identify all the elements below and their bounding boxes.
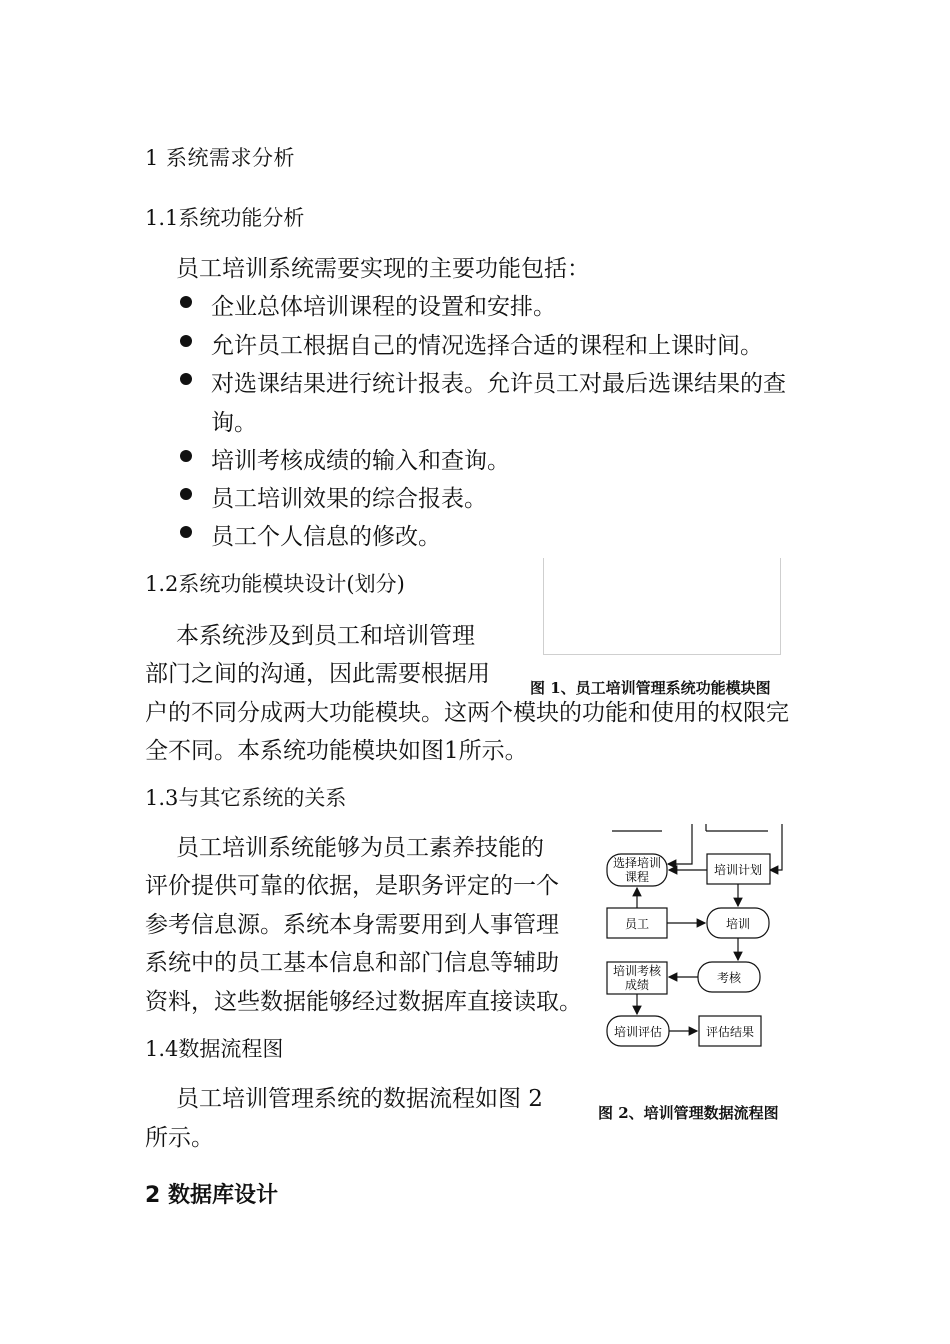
choose-course-label: 选择培训	[612, 856, 662, 870]
section-2-heading: 2 数据库设计	[145, 1183, 278, 1208]
list-item: 员工培训效果的综合报表。	[211, 486, 487, 512]
section-1-1-heading: 1.1系统功能分析	[145, 206, 305, 230]
section-1-4-heading: 1.4数据流程图	[145, 1037, 284, 1061]
choose-course-label: 课程	[624, 870, 650, 884]
section-1-2-line: 部门之间的沟通，因此需要根据用	[145, 661, 490, 687]
training-label: 培训	[725, 917, 751, 931]
evaluation-label: 培训评估	[613, 1025, 663, 1039]
section-1-2-line: 户的不同分成两大功能模块。这两个模块的功能和使用的权限完	[145, 700, 789, 726]
section-1-heading: 1 系统需求分析	[145, 146, 296, 170]
section-1-3-line: 参考信息源。系统本身需要用到人事管理	[145, 912, 559, 938]
section-1-2-line: 本系统涉及到员工和培训管理	[176, 623, 475, 649]
data-flow-diagram	[600, 824, 800, 1054]
figure-2-caption: 图 2、培训管理数据流程图	[598, 1104, 779, 1122]
section-1-1-intro: 员工培训系统需要实现的主要功能包括：	[176, 256, 590, 282]
list-item: 培训考核成绩的输入和查询。	[211, 448, 510, 474]
section-1-3-line: 评价提供可靠的依据，是职务评定的一个	[145, 873, 559, 899]
list-item: 员工个人信息的修改。	[211, 524, 441, 550]
bullet-icon	[180, 526, 192, 538]
list-item: 企业总体培训课程的设置和安排。	[211, 294, 556, 320]
figure-1-caption: 图 1、员工培训管理系统功能模块图	[530, 679, 771, 697]
list-item: 对选课结果进行统计报表。允许员工对最后选课结果的查	[211, 371, 786, 397]
bullet-icon	[180, 296, 192, 308]
assessment-label: 考核	[716, 971, 742, 985]
section-1-2-heading: 1.2系统功能模块设计(划分)	[145, 572, 405, 596]
section-1-3-line: 资料，这些数据能够经过数据库直接读取。	[145, 989, 582, 1015]
list-item-continuation: 询。	[211, 410, 257, 436]
training-plan-label: 培训计划	[713, 863, 763, 877]
bullet-icon	[180, 488, 192, 500]
list-item: 允许员工根据自己的情况选择合适的课程和上课时间。	[211, 333, 763, 359]
section-1-4-line: 所示。	[145, 1125, 214, 1151]
exam-score-label: 培训考核	[612, 964, 662, 978]
section-1-2-line: 全不同。本系统功能模块如图1所示。	[145, 738, 528, 764]
section-1-4-line: 员工培训管理系统的数据流程如图 2	[176, 1086, 543, 1112]
figure-1-placeholder	[543, 558, 781, 655]
bullet-icon	[180, 373, 192, 385]
bullet-icon	[180, 450, 192, 462]
employee-label: 员工	[624, 917, 650, 931]
eval-result-label: 评估结果	[705, 1025, 755, 1039]
section-1-3-heading: 1.3与其它系统的关系	[145, 786, 347, 810]
exam-score-label: 成绩	[624, 978, 650, 992]
bullet-icon	[180, 335, 192, 347]
section-1-3-line: 员工培训系统能够为员工素养技能的	[176, 835, 544, 861]
section-1-3-line: 系统中的员工基本信息和部门信息等辅助	[145, 950, 559, 976]
